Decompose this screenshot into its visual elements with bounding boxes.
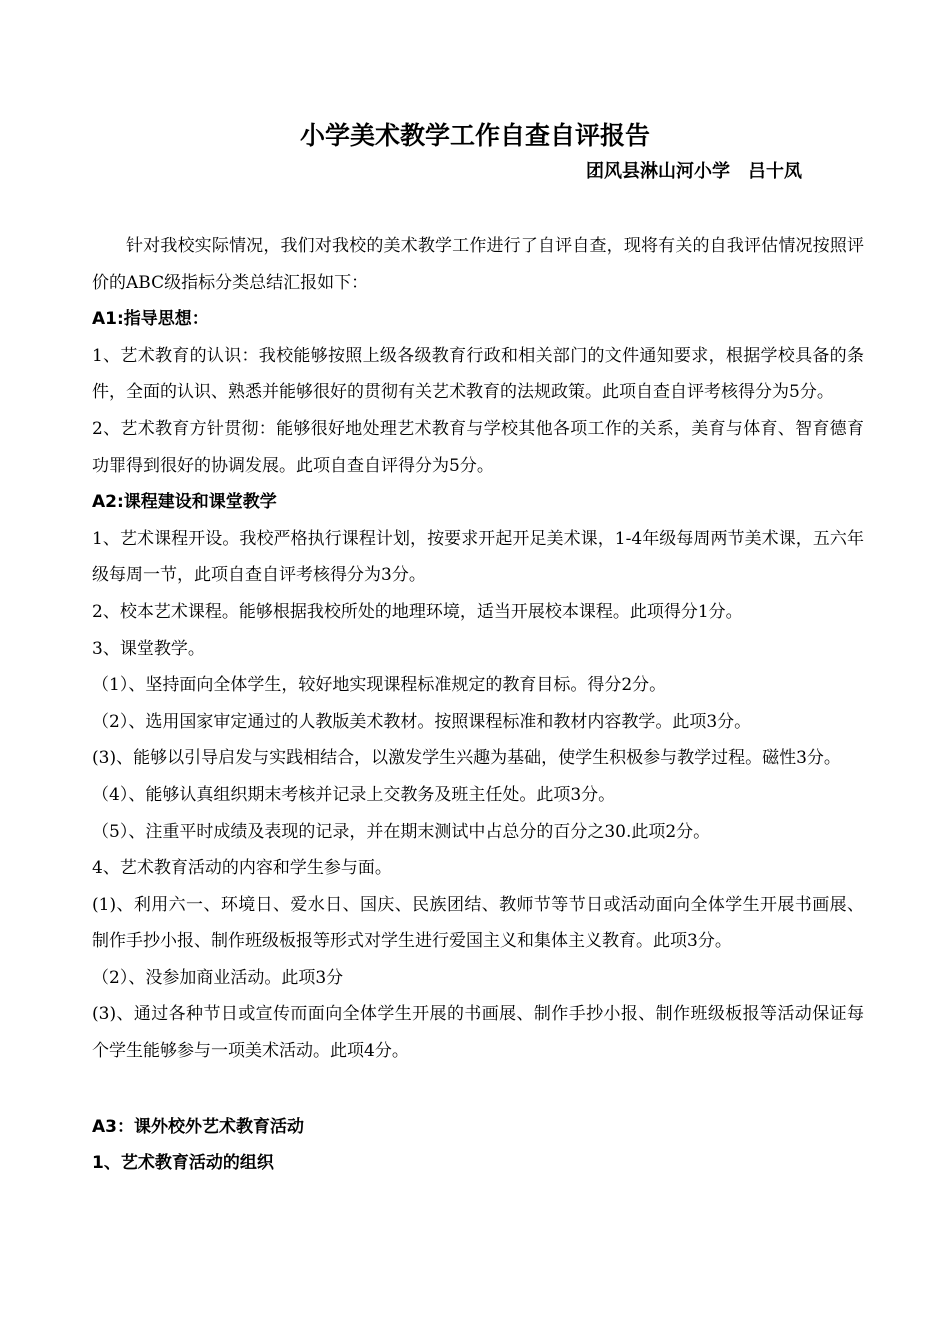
paragraph: （5）、注重平时成绩及表现的记录，并在期末测试中占总分的百分之30.此项2分。 — [92, 821, 711, 842]
section-heading: A1:指导思想： — [92, 309, 209, 330]
paragraph: (3)、通过各种节日或宣传而面向全体学生开展的书画展、制作手抄小报、制作班级板报等活动保证每个学生能够参与一项美术活动。此项4分。 — [92, 1004, 864, 1062]
section-heading: 1、艺术教育活动的组织 — [92, 1153, 274, 1174]
paragraph: 2、艺术教育方针贯彻：能够很好地处理艺术教育与学校其他各项工作的关系，美育与体育、智育德育功罪得到很好的协调发展。此项自查自评得分为5分。 — [92, 418, 864, 476]
document-body — [92, 228, 864, 1182]
paragraph: (3)、能够以引导启发与实践相结合，以激发学生兴趣为基础，使学生积极参与教学过程。磁性3分。 — [92, 748, 841, 769]
paragraph: （1）、坚持面向全体学生，较好地实现课程标准规定的教育目标。得分2分。 — [92, 675, 667, 696]
paragraph: （2）、没参加商业活动。此项3分 — [92, 967, 344, 988]
paragraph: 1、艺术教育的认识：我校能够按照上级各级教育行政和相关部门的文件通知要求，根据学校具备的条件，全面的认识、熟悉并能够很好的贯彻有关艺术教育的法规政策。此项自查自评考核得分为5分。 — [92, 345, 864, 403]
paragraph: 3、课堂教学。 — [92, 638, 205, 659]
section-heading: A2:课程建设和课堂教学 — [92, 492, 277, 513]
paragraph: （2）、选用国家审定通过的人教版美术教材。按照课程标准和教材内容教学。此项3分。 — [92, 711, 752, 732]
paragraph: 2、校本艺术课程。能够根据我校所处的地理环境，适当开展校本课程。此项得分1分。 — [92, 601, 743, 622]
paragraph: (1)、利用六一、环境日、爱水日、国庆、民族团结、教师节等节日或活动面向全体学生开展书画展、制作手抄小报、制作班级板报等形式对学生进行爱国主义和集体主义教育。此项3分。 — [92, 894, 864, 952]
document-title: 小学美术教学工作自查自评报告 — [299, 121, 650, 150]
author-byline: 团风县淋山河小学 吕十凤 — [586, 161, 802, 182]
paragraph: 针对我校实际情况，我们对我校的美术教学工作进行了自评自查，现将有关的自我评估情况按照评价的ABC级指标分类总结汇报如下： — [92, 236, 864, 293]
section-heading: A3：课外校外艺术教育活动 — [92, 1116, 304, 1137]
paragraph: 4、艺术教育活动的内容和学生参与面。 — [92, 858, 392, 879]
paragraph: （4）、能够认真组织期末考核并记录上交教务及班主任处。此项3分。 — [92, 784, 616, 805]
paragraph: 1、艺术课程开设。我校严格执行课程计划，按要求开起开足美术课，1-4年级每周两节美术课，五六年级每周一节，此项自查自评考核得分为3分。 — [92, 528, 864, 586]
